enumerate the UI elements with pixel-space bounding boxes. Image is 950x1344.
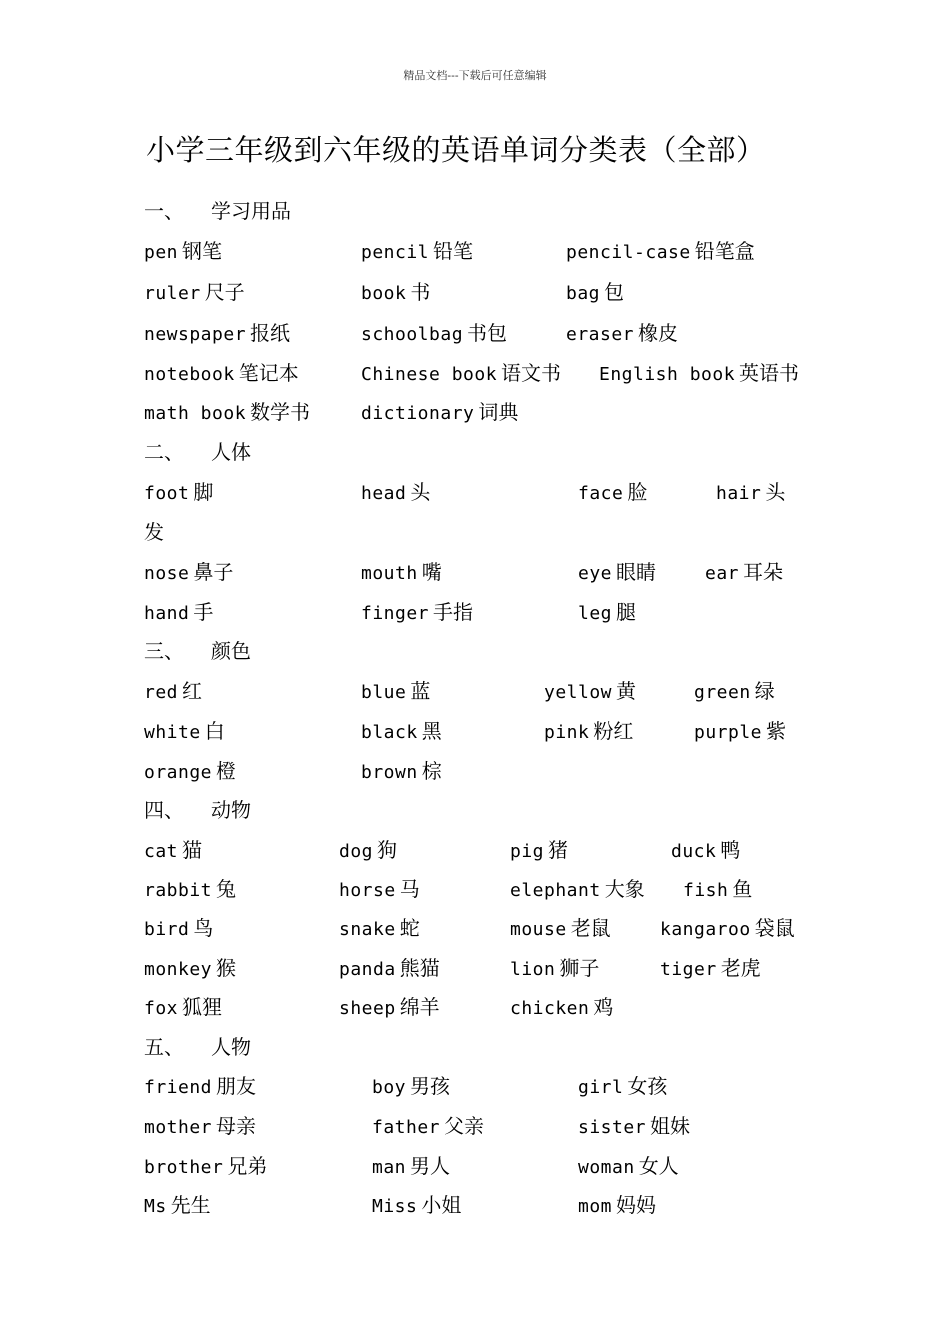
section-heading [0,195,950,225]
chinese-meaning: 绿 [754,679,775,703]
english-word: bag [566,283,601,304]
english-word: leg [578,603,613,624]
chinese-meaning: 脸 [627,480,648,504]
english-word: hand [144,603,190,624]
chinese-meaning: 耳朵 [743,560,784,584]
chinese-meaning: 男孩 [410,1074,451,1098]
vocab-entry [566,276,624,305]
english-word: father [372,1117,441,1138]
section-number: 一、 [144,199,184,223]
vocab-row [0,715,950,745]
english-word: ear [705,563,740,584]
english-word: pink [544,722,590,743]
english-word: red [144,682,179,703]
vocab-row [0,952,950,982]
english-word: dictionary [361,403,475,424]
vocab-entry [683,873,752,902]
vocab-entry [578,1189,656,1218]
english-word: mouse [510,919,567,940]
english-word: pen [144,242,179,263]
vocab-entry [510,952,599,981]
chinese-meaning: 女孩 [627,1074,668,1098]
chinese-meaning: 父亲 [444,1114,485,1138]
chinese-meaning: 狮子 [559,956,600,980]
english-word: monkey [144,959,213,980]
english-word: eraser [566,324,635,345]
english-word: math book [144,403,247,424]
vocab-row [0,1070,950,1100]
chinese-meaning: 鼻子 [193,560,234,584]
english-word: chicken [510,998,590,1019]
chinese-meaning: 棕 [421,759,442,783]
english-word: rabbit [144,880,213,901]
vocab-entry [144,476,213,505]
chinese-meaning: 眼睛 [616,560,657,584]
english-word: black [361,722,418,743]
vocab-entry [361,276,430,305]
vocab-row [0,912,950,942]
chinese-meaning: 尺子 [204,280,245,304]
chinese-meaning: 黄 [616,679,637,703]
english-word: brother [144,1157,224,1178]
chinese-meaning: 姐妹 [650,1114,691,1138]
section-heading [0,1031,950,1061]
chinese-meaning: 英语书 [739,361,800,385]
chinese-meaning: 钢笔 [182,239,223,263]
page-title: 小学三年级到六年级的英语单词分类表（全部） [146,133,766,167]
english-word: kangaroo [660,919,751,940]
vocab-row [0,396,950,426]
vocab-entry [144,991,222,1020]
vocab-entry [144,396,310,425]
vocab-row [0,1110,950,1140]
chinese-meaning: 发 [144,520,164,544]
vocab-entry [144,834,202,863]
vocab-entry [510,912,611,941]
vocab-row [0,235,950,265]
chinese-meaning: 笔记本 [238,361,299,385]
chinese-meaning: 熊猫 [399,956,440,980]
section-number: 三、 [144,639,184,663]
english-word: hair [716,483,762,504]
chinese-meaning: 脚 [193,480,214,504]
chinese-meaning: 紫 [766,719,787,743]
section-heading [0,794,950,824]
vocab-entry [361,556,442,585]
vocab-entry [578,596,636,625]
chinese-meaning: 嘴 [421,560,442,584]
chinese-meaning: 白 [204,719,225,743]
vocab-entry [144,1110,256,1139]
vocab-entry [660,952,761,981]
english-word: orange [144,762,213,783]
english-word: Miss [372,1196,418,1217]
vocab-entry [144,1150,267,1179]
vocab-entry [361,396,518,425]
chinese-meaning: 粉红 [593,719,634,743]
english-word: woman [578,1157,635,1178]
english-word: fish [683,880,729,901]
vocab-entry [716,476,785,505]
english-word: bird [144,919,190,940]
chinese-meaning: 朋友 [216,1074,257,1098]
english-word: tiger [660,959,717,980]
english-word: friend [144,1077,213,1098]
vocab-entry [361,715,442,744]
vocab-row [0,1189,950,1219]
english-word: white [144,722,201,743]
vocab-entry [510,873,645,902]
vocab-entry [705,556,783,585]
english-word: book [361,283,407,304]
english-word: ruler [144,283,201,304]
english-word: sister [578,1117,647,1138]
section-number: 二、 [144,440,184,464]
vocab-entry [144,235,222,264]
chinese-meaning: 蛇 [399,916,420,940]
chinese-meaning: 兄弟 [227,1154,268,1178]
chinese-meaning: 黑 [421,719,442,743]
chinese-meaning: 老鼠 [570,916,611,940]
section-heading [0,436,950,466]
chinese-meaning: 猴 [216,956,237,980]
vocab-entry [144,755,236,784]
section-number: 四、 [144,798,184,822]
english-word: pencil-case [566,242,691,263]
chinese-meaning: 铅笔盒 [694,239,755,263]
vocab-row [0,317,950,347]
vocab-entry [578,1070,667,1099]
chinese-meaning: 橡皮 [638,321,679,345]
english-word: elephant [510,880,601,901]
chinese-meaning: 蓝 [410,679,431,703]
english-word: mouth [361,563,418,584]
vocab-entry [566,235,755,264]
chinese-meaning: 男人 [410,1154,451,1178]
english-word: head [361,483,407,504]
english-word: purple [694,722,763,743]
vocab-row [0,991,950,1021]
chinese-meaning: 包 [604,280,625,304]
chinese-meaning: 语文书 [501,361,562,385]
vocab-entry [361,755,442,784]
vocab-entry [361,675,430,704]
chinese-meaning: 手 [193,600,214,624]
vocab-entry [144,357,299,386]
chinese-meaning: 猫 [182,838,203,862]
chinese-meaning: 手指 [433,600,474,624]
vocab-entry [361,476,430,505]
english-word: man [372,1157,407,1178]
vocab-entry [660,912,795,941]
english-word: finger [361,603,430,624]
chinese-meaning: 橙 [216,759,237,783]
vocab-row [0,873,950,903]
english-word: snake [339,919,396,940]
vocab-entry [510,991,613,1020]
vocab-entry [339,912,420,941]
vocab-entry [544,675,636,704]
chinese-meaning: 铅笔 [433,239,474,263]
english-word: lion [510,959,556,980]
chinese-meaning: 报纸 [250,321,291,345]
english-word: green [694,682,751,703]
vocab-entry [144,516,164,545]
english-word: Ms [144,1196,167,1217]
english-word: eye [578,563,613,584]
vocab-row [0,516,950,546]
vocab-entry [372,1189,461,1218]
english-word: pencil [361,242,430,263]
chinese-meaning: 女人 [638,1154,679,1178]
english-word: boy [372,1077,407,1098]
english-word: brown [361,762,418,783]
vocab-entry [339,991,440,1020]
chinese-meaning: 鸭 [720,838,741,862]
vocab-entry [144,952,236,981]
vocab-row [0,357,950,387]
vocab-entry [361,357,561,386]
vocab-entry [144,675,202,704]
chinese-meaning: 大象 [604,877,645,901]
chinese-meaning: 老虎 [720,956,761,980]
chinese-meaning: 鸡 [593,995,614,1019]
english-word: nose [144,563,190,584]
english-word: notebook [144,364,235,385]
section-name: 人物 [211,1035,251,1059]
vocab-entry [144,556,233,585]
vocab-row [0,1150,950,1180]
vocab-entry [372,1110,484,1139]
chinese-meaning: 母亲 [216,1114,257,1138]
section-number: 五、 [144,1035,184,1059]
vocab-entry [544,715,633,744]
vocab-row [0,276,950,306]
section-name: 动物 [211,798,251,822]
vocab-entry [144,1070,256,1099]
english-word: mom [578,1196,613,1217]
section-heading [0,635,950,665]
chinese-meaning: 狐狸 [182,995,223,1019]
vocab-row [0,755,950,785]
vocab-entry [144,1189,211,1218]
english-word: mother [144,1117,213,1138]
english-word: face [578,483,624,504]
chinese-meaning: 妈妈 [616,1193,657,1217]
vocab-entry [578,1150,679,1179]
vocab-entry [144,317,290,346]
chinese-meaning: 书 [410,280,431,304]
chinese-meaning: 先生 [170,1193,211,1217]
chinese-meaning: 红 [182,679,203,703]
english-word: Chinese book [361,364,498,385]
vocab-entry [694,715,786,744]
english-word: panda [339,959,396,980]
vocab-entry [566,317,678,346]
vocab-row [0,596,950,626]
vocab-entry [361,317,507,346]
chinese-meaning: 绵羊 [399,995,440,1019]
chinese-meaning: 狗 [377,838,398,862]
english-word: duck [671,841,717,862]
vocab-entry [671,834,740,863]
english-word: blue [361,682,407,703]
chinese-meaning: 猪 [548,838,569,862]
chinese-meaning: 鸟 [193,916,214,940]
vocab-entry [144,715,225,744]
english-word: yellow [544,682,613,703]
section-name: 学习用品 [211,199,291,223]
chinese-meaning: 词典 [478,400,519,424]
english-word: sheep [339,998,396,1019]
chinese-meaning: 头 [765,480,786,504]
vocab-entry [361,596,473,625]
chinese-meaning: 头 [410,480,431,504]
chinese-meaning: 数学书 [250,400,311,424]
english-word: girl [578,1077,624,1098]
english-word: newspaper [144,324,247,345]
english-word: schoolbag [361,324,464,345]
vocab-entry [339,952,440,981]
chinese-meaning: 兔 [216,877,237,901]
chinese-meaning: 小姐 [421,1193,462,1217]
chinese-meaning: 马 [399,877,420,901]
english-word: foot [144,483,190,504]
vocab-entry [578,1110,690,1139]
vocab-entry [578,556,656,585]
section-name: 颜色 [211,639,251,663]
english-word: fox [144,998,179,1019]
vocab-entry [510,834,568,863]
english-word: English book [599,364,736,385]
vocab-entry [578,476,647,505]
vocab-entry [339,834,397,863]
section-name: 人体 [211,440,251,464]
vocab-row [0,834,950,864]
chinese-meaning: 书包 [467,321,508,345]
page-header: 精品文档---下载后可任意编辑 [403,69,547,82]
vocab-entry [144,596,213,625]
vocab-entry [144,912,213,941]
vocab-entry [599,357,799,386]
vocab-entry [372,1070,450,1099]
chinese-meaning: 腿 [616,600,637,624]
chinese-meaning: 鱼 [732,877,753,901]
chinese-meaning: 袋鼠 [754,916,795,940]
english-word: cat [144,841,179,862]
english-word: horse [339,880,396,901]
vocab-entry [372,1150,450,1179]
vocab-entry [361,235,473,264]
vocab-entry [144,276,245,305]
english-word: pig [510,841,545,862]
vocab-entry [694,675,775,704]
vocab-row [0,556,950,586]
english-word: dog [339,841,374,862]
vocab-entry [339,873,420,902]
vocab-row [0,675,950,705]
vocab-row [0,476,950,506]
vocab-entry [144,873,236,902]
